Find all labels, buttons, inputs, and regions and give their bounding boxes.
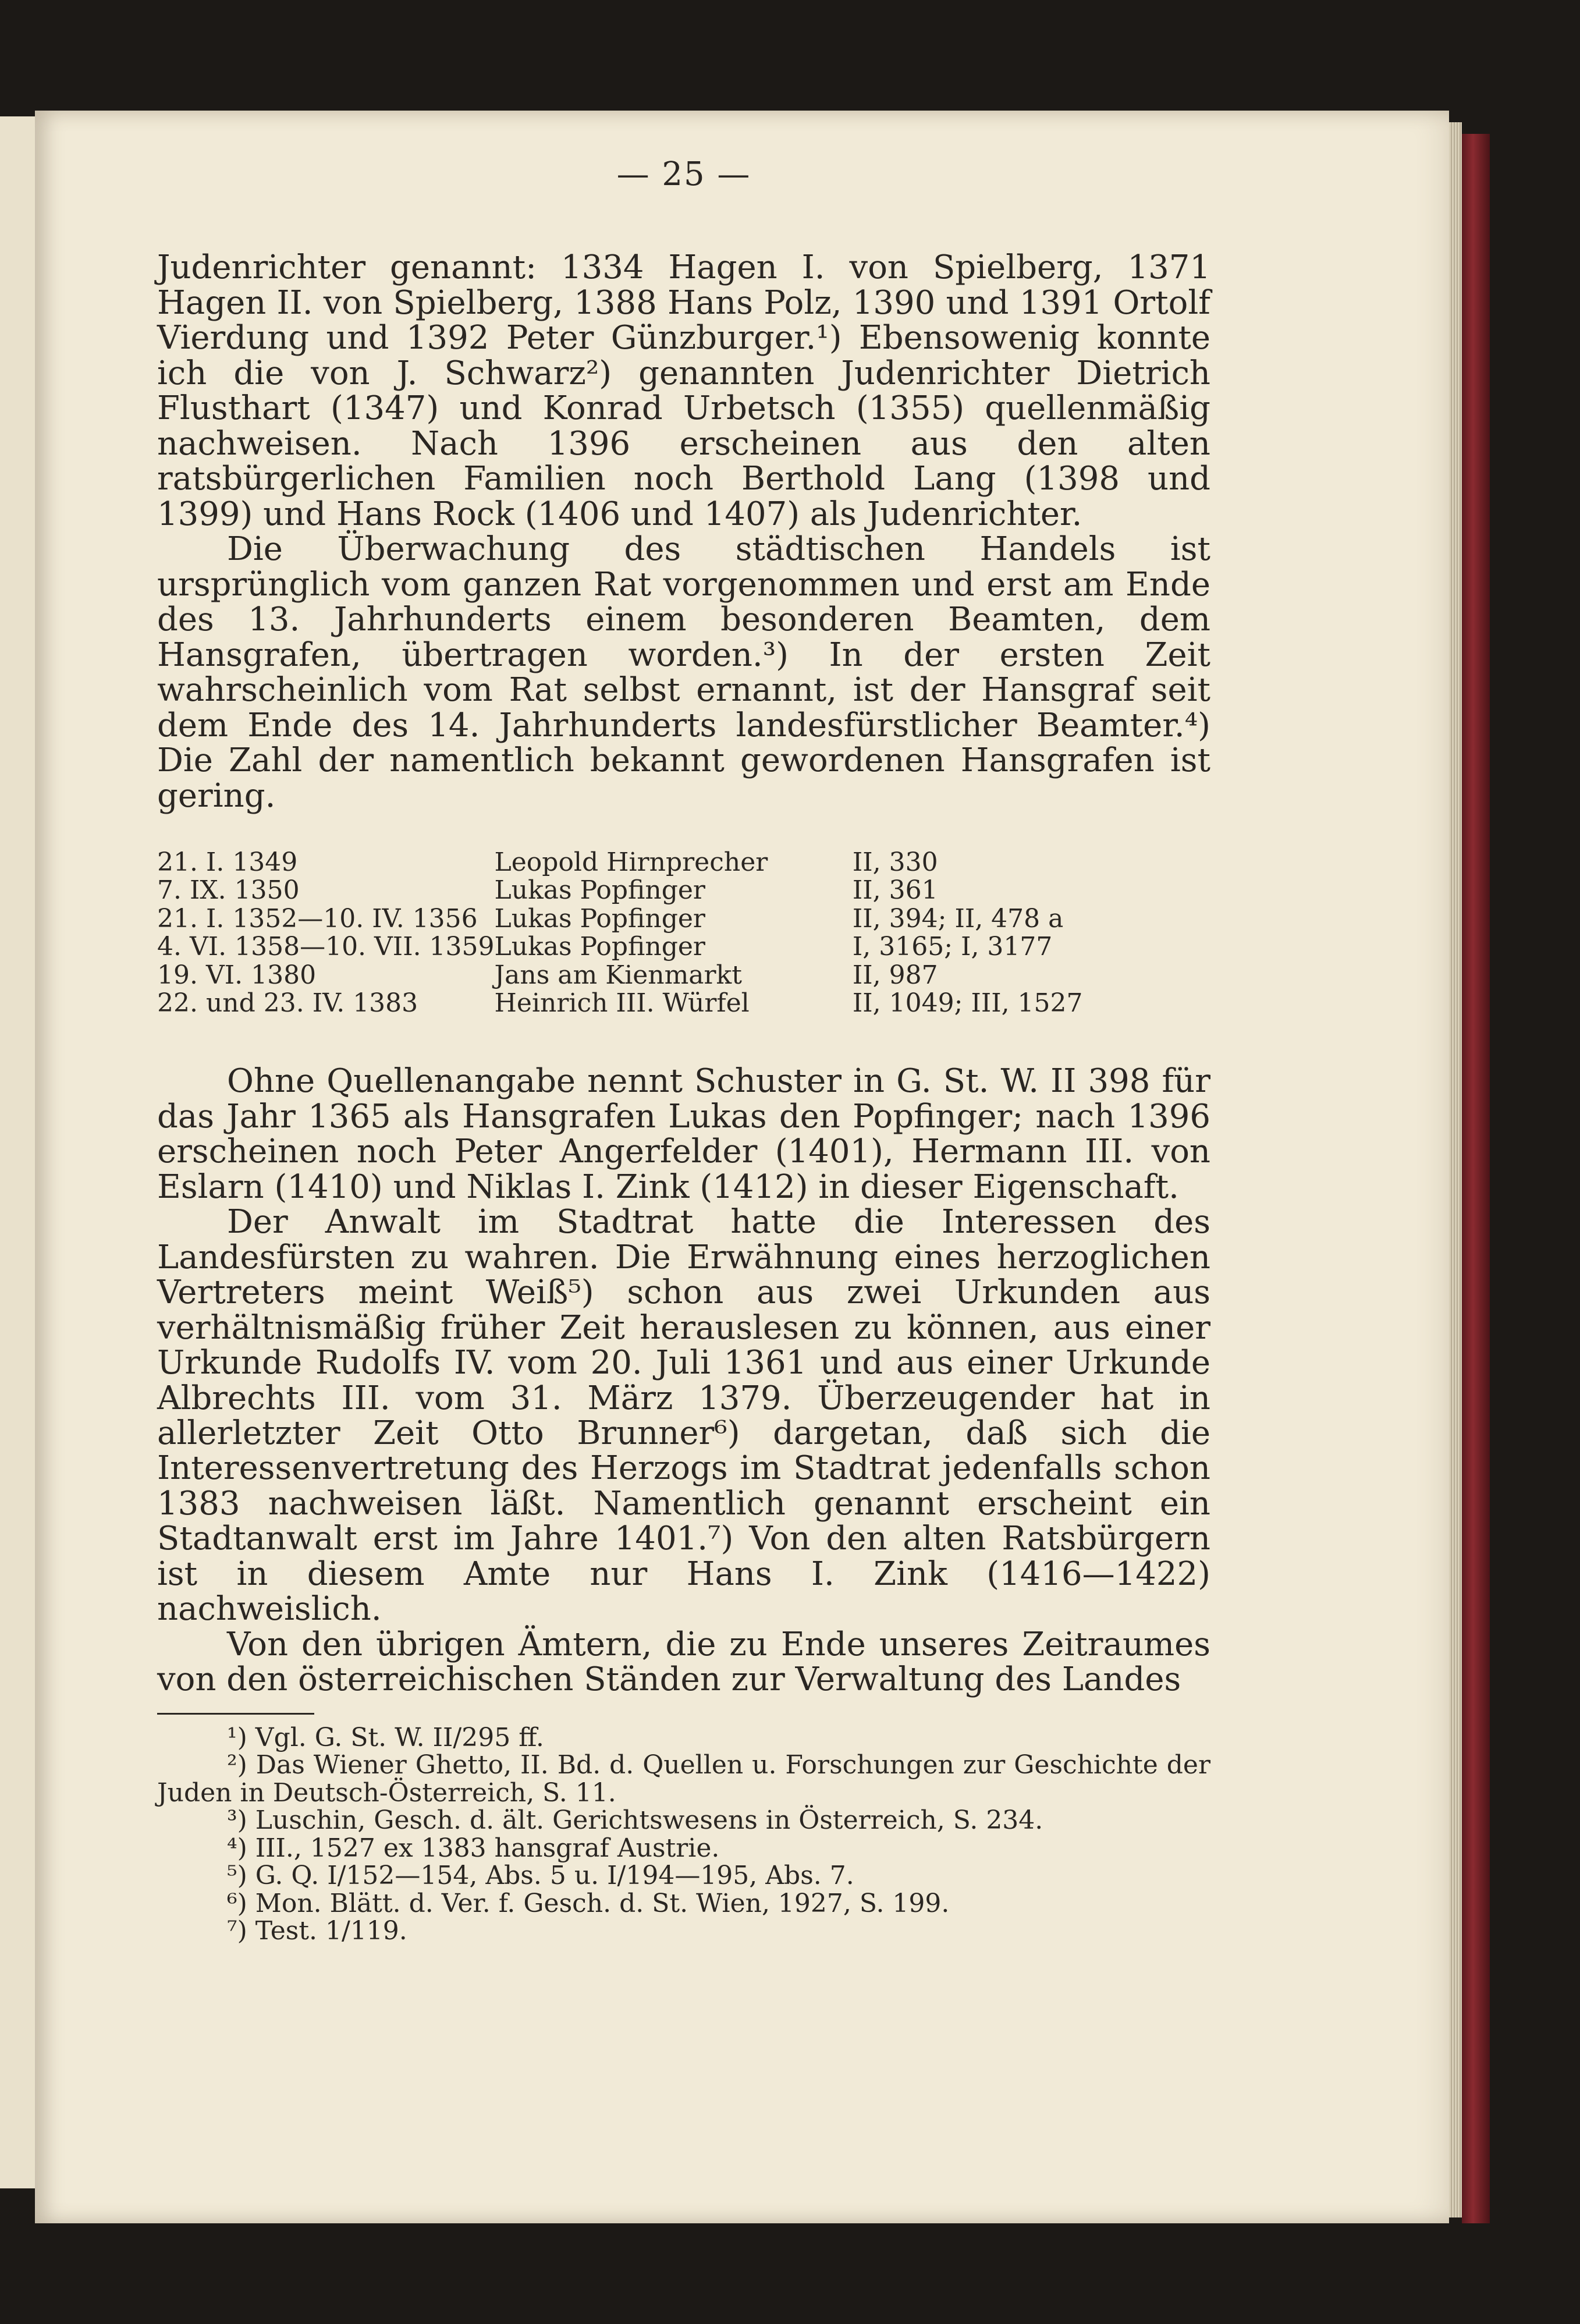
table-row [157, 849, 1210, 877]
table-row [157, 961, 1210, 989]
table-cell-date: 4. VI. 1358—10. VII. 1359 [157, 932, 495, 962]
table-cell-source: I, 3165; I, 3177 [852, 932, 1053, 962]
table-cell-name: Jans am Kienmarkt [494, 960, 742, 990]
table-cell-source: II, 361 [852, 875, 938, 906]
table-row [157, 933, 1210, 961]
hansgrafen-table [157, 849, 1210, 1017]
paragraph-anwalt: Der Anwalt im Stadtrat hatte die Interessen des Landesfürsten zu wahren. Die Erwähnung eines herzoglichen Vertreters meint Weiß⁵) schon aus zwei Urkunden aus verhältnismäßig früher Zeit herauslesen zu können, aus einer Urkunde Rudolfs IV. vom 20. Juli 1361 und aus einer Urkunde Albrechts III. vom 31. März 1379. Überzeugender hat in allerletzter Zeit Otto Brunner⁶) dargetan, daß sich die Interessenvertretung des Herzogs im Stadtrat jedenfalls schon 1383 nachweisen läßt. Namentlich genannt erscheint ein Stadtanwalt erst im Jahre 1401.⁷) Von den alten Ratsbürgern ist in diesem Amte nur Hans I. Zink (1416—1422) nachweislich. [157, 1203, 1210, 1628]
paragraph-schuster: Ohne Quellenangabe nennt Schuster in G. St. W. II 398 für das Jahr 1365 als Hansgrafen Lukas den Popfinger; nach 1396 erscheinen noch Peter Angerfelder (1401), Hermann III. von Eslarn (1410) und Niklas I. Zink (1412) in dieser Eigenschaft. [157, 1062, 1210, 1206]
facing-page-edge [0, 116, 37, 2188]
table-cell-date: 19. VI. 1380 [157, 960, 317, 990]
table-row [157, 989, 1210, 1017]
footnote: ⁶) Mon. Blätt. d. Ver. f. Gesch. d. St. Wien, 1927, S. 199. [227, 1888, 950, 1918]
footnote: ¹) Vgl. G. St. W. II/295 ff. [227, 1722, 544, 1752]
table-cell-name: Leopold Hirnprecher [494, 847, 768, 877]
footnote: ³) Luschin, Gesch. d. ält. Gerichtswesens in Österreich, S. 234. [227, 1805, 1043, 1836]
footnote: ²) Das Wiener Ghetto, II. Bd. d. Quellen u. Forschungen zur Geschichte der Juden in Deutsch-Österreich, S. 11. [157, 1750, 1210, 1808]
page-number: — 25 — [616, 155, 751, 193]
page-stack-edge [1449, 122, 1462, 2217]
footnote: ⁴) III., 1527 ex 1383 hansgraf Austrie. [227, 1833, 720, 1863]
table-row [157, 877, 1210, 904]
table-cell-name: Heinrich III. Würfel [494, 988, 750, 1018]
table-cell-source: II, 394; II, 478 a [852, 903, 1064, 934]
table-cell-name: Lukas Popfinger [494, 932, 705, 962]
table-cell-date: 22. und 23. IV. 1383 [157, 988, 418, 1018]
footnotes [157, 1724, 1210, 1945]
paragraph-judenrichter: Judenrichter genannt: 1334 Hagen I. von Spielberg, 1371 Hagen II. von Spielberg, 1388 Hans Polz, 1390 und 1391 Ortolf Vierdung und 1392 Peter Günzburger.¹) Ebensowenig konnte ich die von J. Schwarz²) genannten Judenrichter Dietrich Flusthart (1347) und Konrad Urbetsch (1355) quellenmäßig nachweisen. Nach 1396 erscheinen aus den alten ratsbürgerlichen Familien noch Berthold Lang (1398 und 1399) und Hans Rock (1406 und 1407) als Judenrichter. [157, 249, 1210, 533]
footnote: ⁵) G. Q. I/152—154, Abs. 5 u. I/194—195, Abs. 7. [227, 1861, 854, 1891]
table-cell-source: II, 1049; III, 1527 [852, 988, 1083, 1018]
table-cell-date: 21. I. 1352—10. IV. 1356 [157, 903, 478, 934]
page-text-block [157, 157, 1210, 1945]
table-cell-name: Lukas Popfinger [494, 875, 705, 906]
table-cell-date: 7. IX. 1350 [157, 875, 300, 906]
table-row [157, 905, 1210, 933]
book-cover-edge [1462, 134, 1490, 2223]
paragraph-hansgraf-intro: Die Überwachung des städtischen Handels ist ursprünglich vom ganzen Rat vorgenommen und erst am Ende des 13. Jahrhunderts einem besonderen Beamten, dem Hansgrafen, übertragen worden.³) In der ersten Zeit wahrscheinlich vom Rat selbst ernannt, ist der Hansgraf seit dem Ende des 14. Jahrhunderts landesfürstlicher Beamter.⁴) Die Zahl der namentlich bekannt gewordenen Hansgrafen ist gering. [157, 530, 1210, 815]
paragraph-aemter: Von den übrigen Ämtern, die zu Ende unseres Zeitraumes von den österreichischen Ständen zur Verwaltung des Landes [157, 1625, 1210, 1699]
footnote: ⁷) Test. 1/119. [227, 1916, 407, 1946]
footnote-divider [157, 1713, 314, 1715]
table-cell-name: Lukas Popfinger [494, 903, 705, 934]
table-cell-source: II, 330 [852, 847, 938, 877]
table-cell-date: 21. I. 1349 [157, 847, 298, 877]
table-cell-source: II, 987 [852, 960, 938, 990]
